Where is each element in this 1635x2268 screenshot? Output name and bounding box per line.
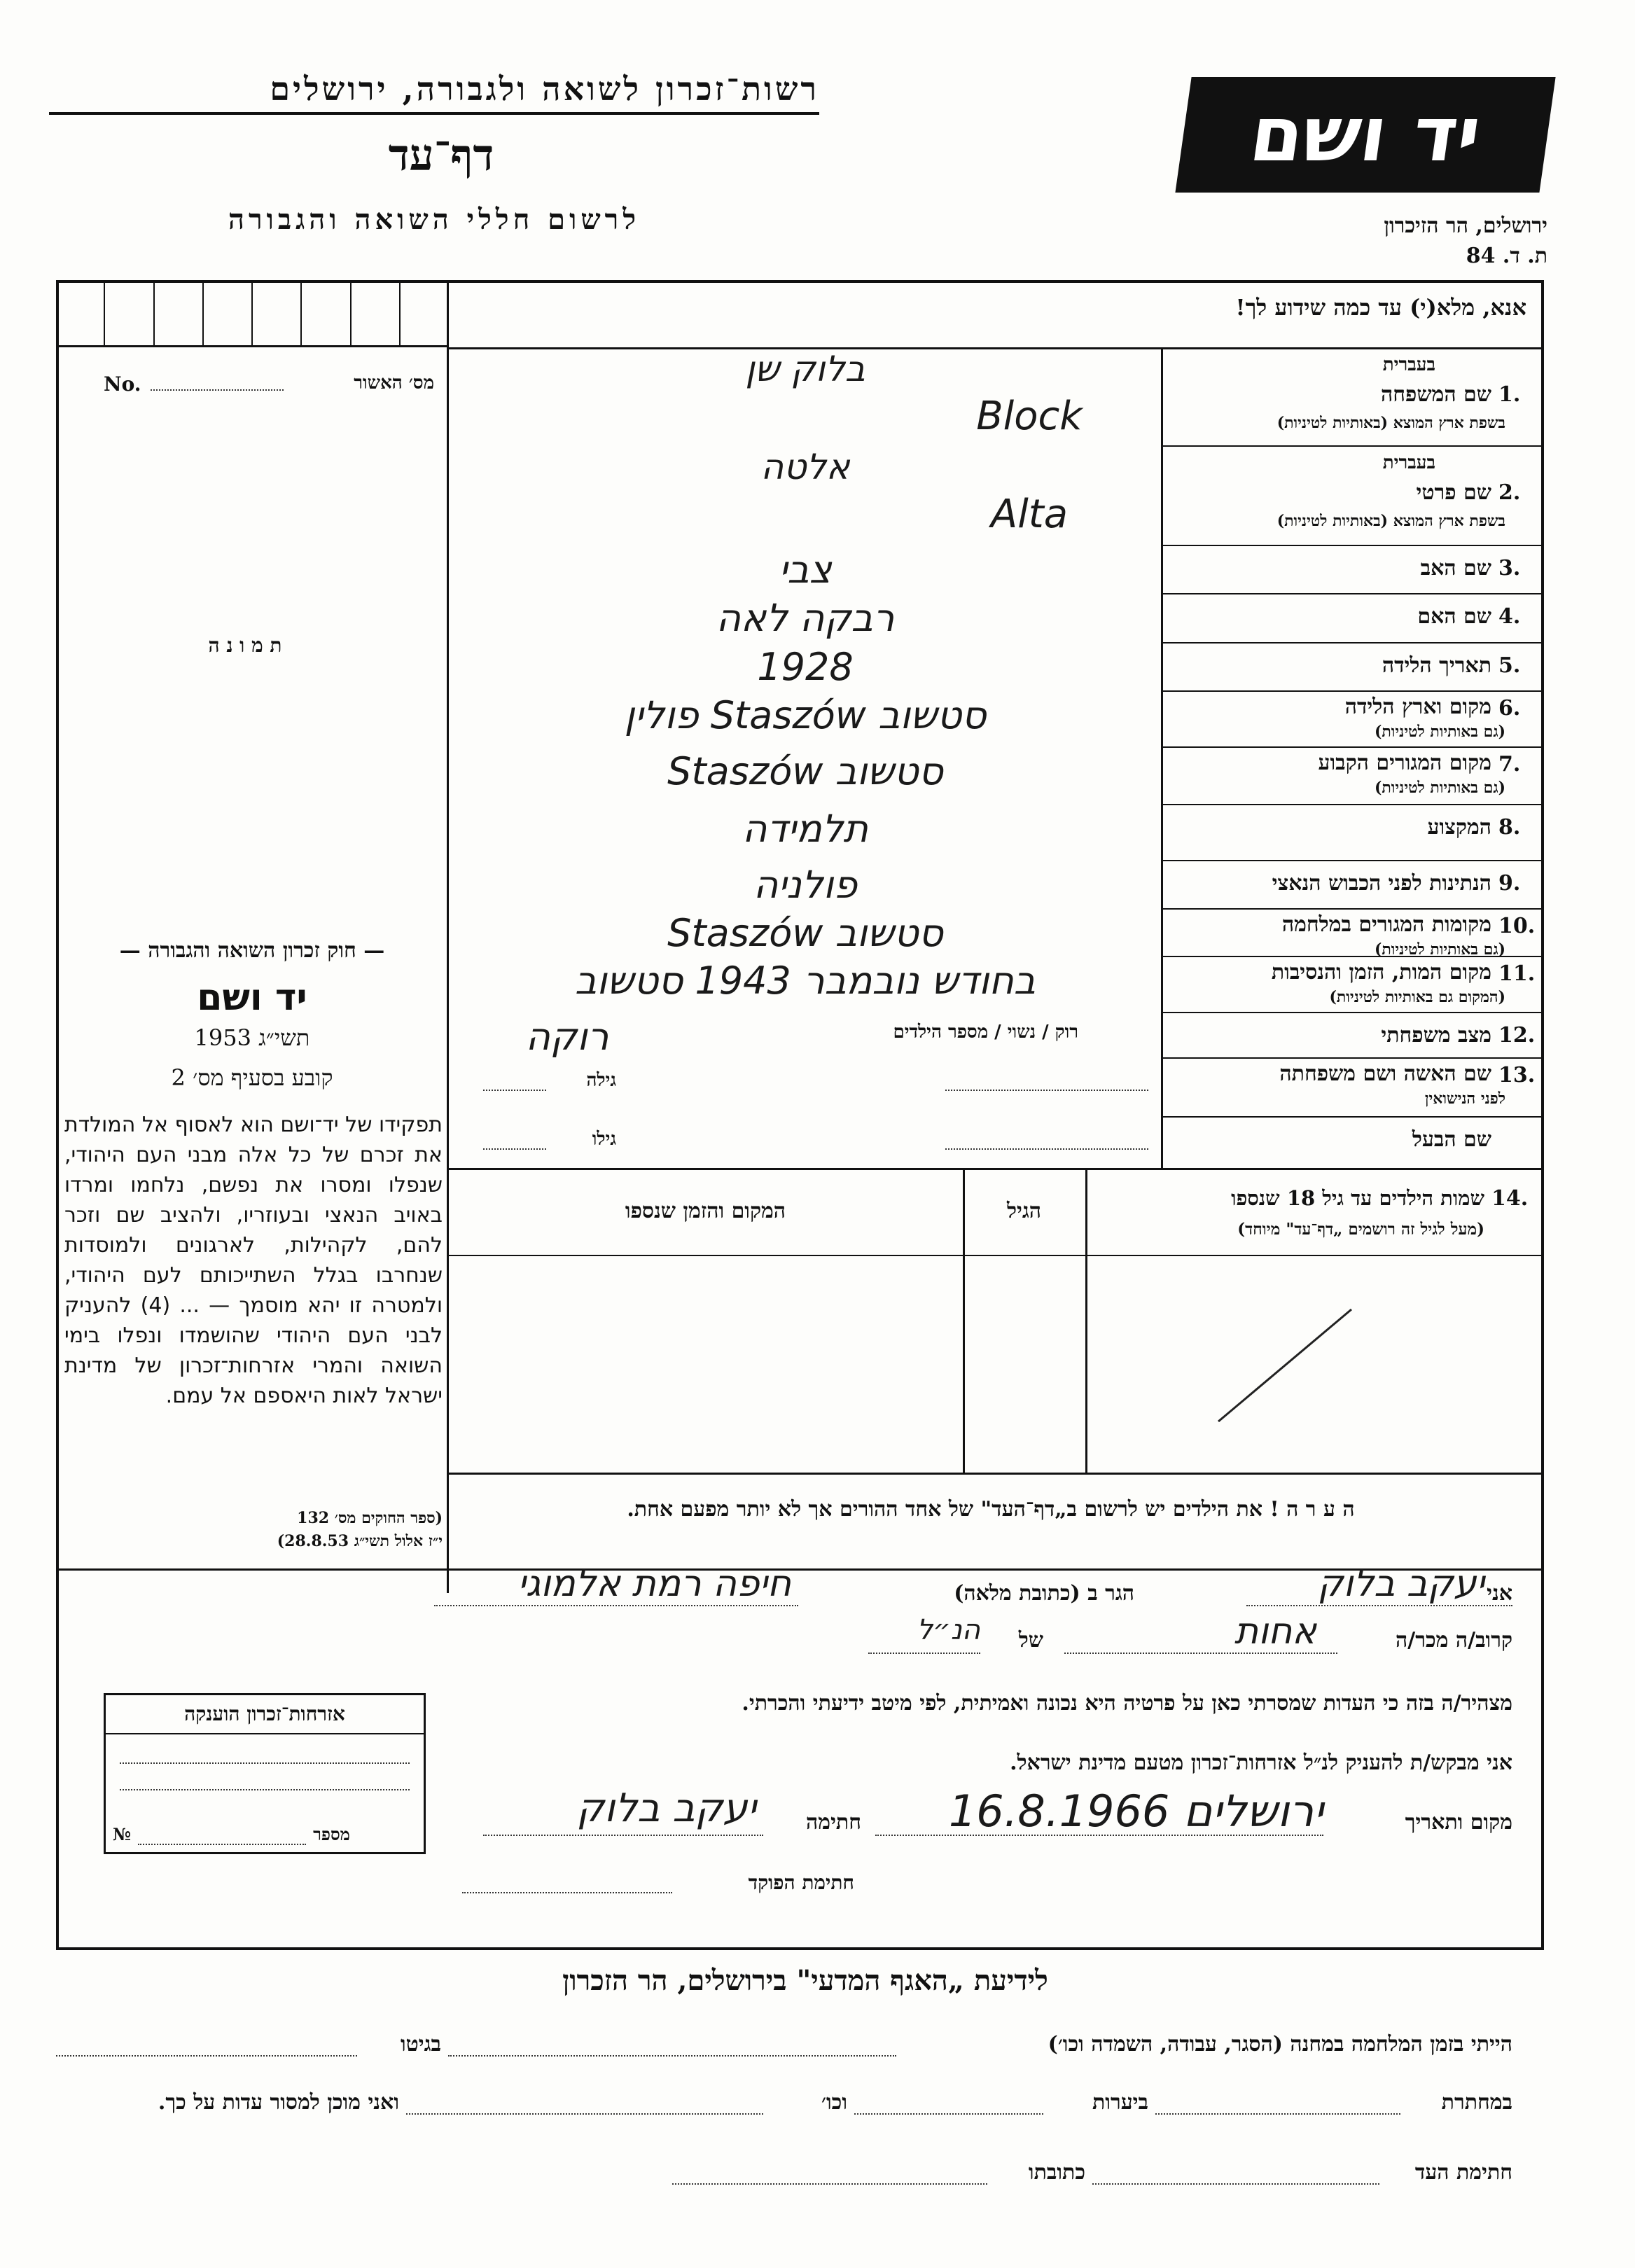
citizenship-no-label: מספר [313, 1824, 350, 1844]
field-value[interactable]: סטשוב Staszów [667, 911, 943, 955]
field-hint: (המקום גם באותיות לטיניות) [1329, 988, 1505, 1006]
field-label: שם האם [1417, 604, 1491, 629]
relative-value[interactable]: אחות [1234, 1610, 1316, 1653]
relative-label: קרוב/ה מכר/ה [1396, 1628, 1512, 1653]
children-age-header: הגיל [1006, 1199, 1042, 1223]
field-label: הנתינות לפני הכבוש הנאצי [1272, 871, 1491, 896]
field-label: המקצוע [1427, 815, 1491, 840]
signature-label: חתימה [806, 1810, 861, 1835]
place-date-value[interactable]: ירושלים 16.8.1966 [948, 1786, 1323, 1837]
name-field[interactable] [945, 1090, 1148, 1091]
children-place-header: המקום והזמן שנספו [625, 1199, 786, 1223]
bottom-line1-b: בגיטו [400, 2032, 441, 2057]
field-number: 6. [1498, 696, 1521, 721]
bottom-line3-a: חתימת העד [1414, 2160, 1512, 2185]
logo-text: יד ושם [1244, 91, 1487, 179]
field-value[interactable]: תלמידה [742, 807, 868, 851]
relative-line[interactable] [1064, 1653, 1337, 1654]
bottom-line1-field[interactable] [448, 2055, 896, 2057]
ani-label: אני [1487, 1581, 1512, 1606]
form-subtitle: לרשום חללי השואה והגבורה [228, 203, 641, 236]
approval-grid [56, 280, 448, 347]
field-number: 4. [1498, 604, 1521, 629]
residing-label: הגר ב (כתובת מלאה) [954, 1581, 1134, 1606]
row-divider [1161, 642, 1544, 643]
field-number: 13. [1498, 1063, 1536, 1087]
law-clause: קובע בסעיף מס׳ 2 [171, 1064, 333, 1091]
field-number: 1. [1498, 382, 1521, 407]
field-label: מקום וארץ הלידה [1344, 695, 1491, 719]
row-divider [1161, 445, 1544, 447]
instruction: אנא, מלא(י) עד כמה שידוע לך! [1235, 294, 1526, 321]
bottom-line3-field-1[interactable] [1092, 2183, 1379, 2185]
name-field[interactable] [945, 1148, 1148, 1150]
approval-label: מס׳ האשור [354, 373, 434, 394]
signature-line[interactable] [483, 1835, 763, 1836]
field-hint: (גם באותיות לטיניות) [1374, 779, 1505, 797]
row-divider [1161, 908, 1544, 910]
field-value-latin[interactable]: Block [976, 394, 1083, 439]
citizenship-box-title: אזרחות־זכרון הוענקה [106, 1695, 424, 1734]
age-label: גילה [586, 1070, 616, 1091]
field-label: שם האב [1420, 556, 1491, 580]
row-divider [1161, 593, 1544, 594]
children-col-div-1 [963, 1168, 965, 1473]
field-value[interactable]: סטשוב Staszów פולין [624, 693, 987, 737]
field-label: שם הבעל [1412, 1127, 1491, 1152]
of-value[interactable]: הנ״ל [917, 1614, 980, 1646]
note-top-divider [448, 1473, 1544, 1475]
field-label: מקום המות, הזמן והנסיבות [1271, 960, 1491, 985]
field-hint: לפני הנישואין [1424, 1090, 1505, 1108]
row-divider [1161, 690, 1544, 692]
children-header-divider [448, 1255, 1544, 1256]
row-divider [1161, 804, 1544, 805]
bottom-line2-a: במחתרת [1441, 2090, 1512, 2115]
age-field[interactable] [483, 1148, 546, 1150]
field-label: מקומות המגורים במלחמה [1281, 912, 1491, 937]
field-value[interactable]: פולניה [753, 863, 858, 907]
row-divider [1161, 746, 1544, 748]
citizenship-line-2[interactable] [120, 1789, 410, 1790]
note-text: ה ע ר ה ! את הילדים יש לרשום ב„דף־העד" של אחד ההורים אך לא יותר מפעם אחת. [627, 1497, 1355, 1522]
form-title: דף־עד [388, 130, 494, 181]
bottom-line3-b: כתובתו [1028, 2160, 1085, 2185]
field-value-latin[interactable]: Alta [990, 492, 1069, 537]
approval-no-label: No. [104, 373, 141, 396]
officer-signature-line[interactable] [462, 1892, 672, 1893]
bottom-line2-field-1[interactable] [1155, 2113, 1400, 2115]
field-number: 5. [1498, 653, 1521, 678]
citizenship-line-1[interactable] [120, 1762, 410, 1764]
authority-title: רשות־זכרון לשואה ולגבורה, ירושלים [270, 70, 819, 108]
request-text: אני מבקש/ת להעניק לנ״ל אזרחות־זכרון מטעם מדינת ישראל. [1010, 1751, 1512, 1775]
age-field[interactable] [483, 1090, 546, 1091]
bottom-line2-field-2[interactable] [854, 2113, 1043, 2115]
field-hint: בשפת ארץ המוצא (באותיות לטיניות) [1276, 512, 1505, 530]
yad-vashem-logo [1175, 77, 1555, 193]
field-value[interactable]: בלוק שן [745, 349, 865, 389]
law-reference-2: י״ז אלול תשי״ג 28.8.53) [277, 1532, 443, 1550]
place-date-label: מקום ותאריך [1405, 1810, 1512, 1835]
field-number: 3. [1498, 556, 1521, 580]
law-reference-1: (ספר החוקים מס׳ 132 [297, 1509, 443, 1527]
row-divider [1161, 1012, 1544, 1013]
field-value[interactable]: סטשוב Staszów [667, 749, 943, 793]
field-value[interactable]: אלטה [760, 447, 850, 487]
label-column-divider [1161, 347, 1163, 1168]
field-number: 7. [1498, 752, 1521, 777]
law-name: יד ושם [197, 977, 307, 1019]
bottom-line2-c: וכו׳ [821, 2090, 847, 2115]
field-label: מקום המגורים הקבוע [1318, 751, 1491, 775]
children-cancel-strike [1204, 1302, 1365, 1428]
bottom-line1-a: הייתי בזמן המלחמה במחנה (הסגר, עבודה, השמדה וכו׳) [1048, 2032, 1512, 2057]
field-value[interactable]: צבי [779, 548, 832, 592]
field-sub-label: בעברית [1382, 452, 1435, 473]
field-value[interactable]: רוקה [525, 1015, 609, 1059]
field-label: שם פרטי [1416, 480, 1491, 505]
address-value[interactable]: חיפה רמת אלמוגי [517, 1563, 791, 1605]
row-divider [1161, 1057, 1544, 1059]
authority-underline [49, 112, 819, 115]
bottom-line1-field-2[interactable] [56, 2055, 357, 2057]
signature-value[interactable]: יעקב בלוק [576, 1786, 756, 1831]
field-number: 10. [1498, 914, 1536, 938]
bottom-line2-field-3[interactable] [406, 2113, 763, 2115]
field-number: 12. [1498, 1023, 1536, 1048]
children-top-divider [448, 1168, 1544, 1170]
name-line[interactable] [1246, 1605, 1512, 1606]
declare-text: מצהיר/ה בזה כי העדות שמסרתי כאן על פרטיה היא נכונה ואמיתית, לפי מיטב ידיעתי והכרתי. [742, 1691, 1512, 1716]
citizenship-box [104, 1693, 426, 1854]
marital-options: רוק / נשוי / מספר הילדים [893, 1022, 1078, 1043]
field-hint: בשפת ארץ המוצא (באותיות לטיניות) [1276, 414, 1505, 432]
field-number: 2. [1498, 480, 1521, 505]
law-title: — חוק זכרון השואה והגבורה — [119, 938, 385, 963]
law-year: תשי״ג 1953 [194, 1024, 310, 1051]
field-label: שם האשה ושם משפחתה [1279, 1062, 1491, 1086]
row-divider [1161, 860, 1544, 861]
of-label: של [1018, 1628, 1043, 1653]
approval-no-field[interactable] [151, 389, 284, 391]
children-title: שמות הילדים עד גיל 18 שנספו [1231, 1186, 1484, 1210]
children-col-div-2 [1085, 1168, 1087, 1473]
field-label: תאריך הלידה [1382, 653, 1491, 678]
field-label: שם המשפחה [1380, 382, 1491, 407]
field-hint: (גם באותיות לטיניות) [1374, 723, 1505, 741]
law-text: תפקידו של יד־ושם הוא לאסוף אל המולדת את זכרם של כל אלה מבני העם היהודי, שנפלו ומסרו את נפשם, נלחמו ומרדו באויב הנאצי ובעוזריו, ולהציב שם וזכר להם, לקהילות, לארגונים ולמוסדות שנחרבו בגלל השתייכותם לעם היהודי, ולמטרה זו יהא מוסמך — ... (4) להעניק לבני העם היהודי שהושמדו ונפלו בימי השואה והמרי אזרחות־זכרון של מדינת ישראל לאות היאספם אל עמם. [64, 1113, 443, 1408]
age-label: גילו [592, 1129, 616, 1150]
left-column-divider [447, 280, 449, 1593]
children-num: 14. [1491, 1186, 1529, 1211]
field-label: מצב משפחתי [1381, 1023, 1491, 1048]
row-divider [1161, 1116, 1544, 1118]
field-number: 11. [1498, 961, 1536, 986]
field-value[interactable]: רבקה לאה [716, 596, 895, 640]
citizenship-no-symbol: № [113, 1824, 132, 1844]
field-sub-label: בעברית [1382, 354, 1435, 375]
of-line[interactable] [868, 1653, 980, 1654]
officer-signature-label: חתימת הפוקד [748, 1871, 854, 1894]
address-line[interactable] [434, 1605, 798, 1606]
bottom-line2-b: ביערות [1092, 2090, 1148, 2115]
bottom-line3-field-2[interactable] [672, 2183, 987, 2185]
photo-label: ת מ ו נ ה [208, 634, 282, 657]
field-hint: (גם באותיות לטיניות) [1374, 940, 1505, 959]
citizenship-no-line[interactable] [138, 1824, 306, 1845]
field-number: 8. [1498, 815, 1521, 840]
field-value[interactable]: 1928 [757, 645, 854, 689]
children-subtitle: (מעל לגיל זה רושמים „דף־עד" מיוחד) [1237, 1220, 1484, 1239]
field-number: 9. [1498, 871, 1521, 896]
address-line-1: ירושלים, הר הזיכרון [1384, 214, 1547, 238]
field-value[interactable]: בחודש נובמבר 1943 סטשוב [574, 959, 1036, 1003]
declarant-name-value[interactable]: יעקב בלוק [1317, 1563, 1484, 1605]
address-line-2: ת. ד. 84 [1466, 244, 1547, 268]
row-divider [1161, 545, 1544, 546]
bottom-line2-d: ואני מוכן למסור עדות על כך. [158, 2090, 399, 2115]
bottom-title: לידיעת „האגף המדעי" בירושלים, הר הזכרון [562, 1964, 1048, 1997]
